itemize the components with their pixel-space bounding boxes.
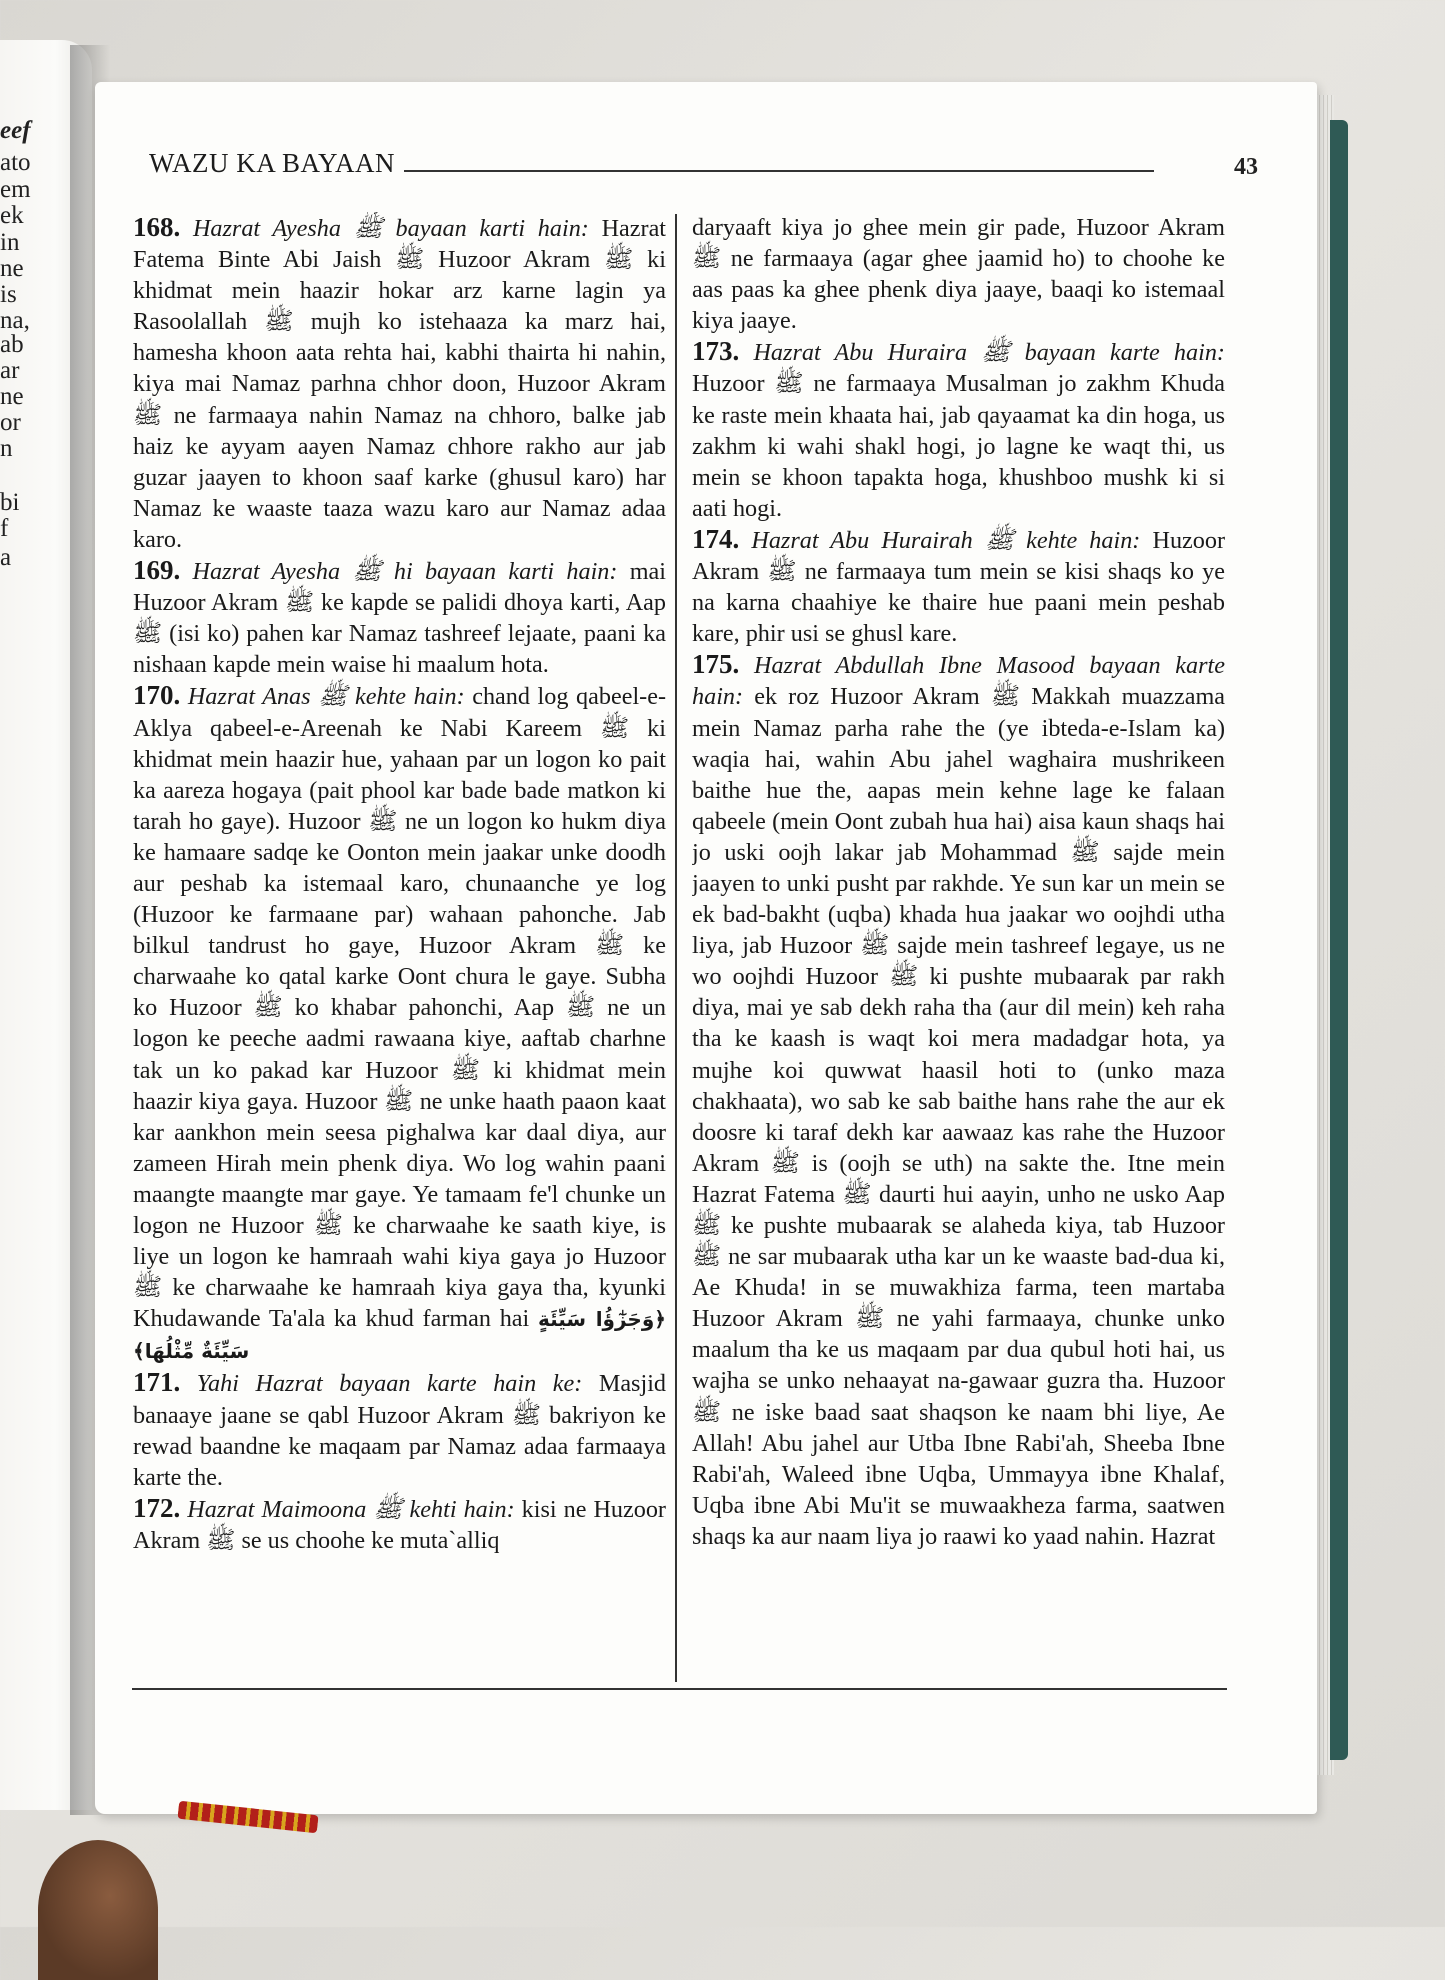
left-page-text-fragment: ne bbox=[0, 255, 24, 282]
hadith-entry bbox=[692, 524, 1225, 649]
narrator-intro: Hazrat Anas ﷺ kehte hain: bbox=[187, 683, 465, 711]
hadith-entry bbox=[133, 555, 666, 680]
hadith-number: 174. bbox=[692, 523, 740, 554]
left-page-text-fragment: n bbox=[0, 435, 13, 462]
hadith-entry bbox=[692, 212, 1225, 336]
column-divider bbox=[675, 214, 677, 1682]
hadith-text: Masjid banaaye jaane se qabl Huzoor Akram ﷺ bakriyon ke rewad baandne ke maqaam par Namaz adaa farmaaya karte the. bbox=[133, 1370, 666, 1491]
hadith-text: kisi ne Huzoor Akram ﷺ se us choohe ke muta`alliq bbox=[133, 1495, 666, 1554]
hadith-number: 171. bbox=[133, 1367, 181, 1398]
narrator-intro: Hazrat Abdullah Ibne Masood bayaan karte hain: bbox=[692, 652, 1225, 711]
hadith-number: 172. bbox=[133, 1492, 181, 1523]
hadith-text: chand log qabeel-e-Aklya qabeel-e-Areenah ke Nabi Kareem ﷺ ki khidmat mein haazir hue, yahaan par un logon ko pait ka aareza hogaya (pait phool kar bade bade matkon ki tarah ho gaye). Huzoor ﷺ ne un logon ko hukm diya ke hamaare sadqe ke Oonton mein jaakar unke doodh aur peshab ka istemaal karo, chunaanche ye log (Huzoor ke farmaane par) wahaan pahonche. Jab bilkul tandrust ho gaye, Huzoor Akram ﷺ ke charwaahe ko qatal karke Oont chura le gaye. Subha ko Huzoor ﷺ ko khabar pahonchi, Aap ﷺ ne un logon ke peeche aadmi rawaana kiye, aaftab charhne tak un ko pakad kar Huzoor ﷺ ki khidmat mein haazir kiya gaya. Huzoor ﷺ ne unke haath paaon kaat kar aankhon mein seesa pighalwa kar daal diya, aur zameen Hirah mein phenk diya. Wo log wahin paani maangte maangte mar gaye. Ye tamaam fe'l chunke un logon ne Huzoor ﷺ ke charwaahe ke saath kiye, is liye un logon ke hamraah wahi kiya gaya jo Huzoor ﷺ ke charwaahe ke hamraah kiya gaya tha, kyunki Khudawande Ta'ala ka khud farman hai bbox=[133, 683, 666, 1333]
hadith-entry bbox=[133, 1367, 666, 1492]
header-rule bbox=[404, 170, 1154, 172]
hadith-number: 170. bbox=[133, 680, 181, 711]
thumb bbox=[38, 1840, 158, 1980]
hadith-text: mai Huzoor Akram ﷺ ke kapde se palidi dhoya karti, Aap ﷺ (isi ko) pahen kar Namaz tashreef lejaate, paani ka nishaan kapde mein waise hi maalum hota. bbox=[133, 558, 666, 679]
left-page-text-fragment: ato bbox=[0, 149, 31, 176]
left-page-text-fragment: eef bbox=[0, 117, 31, 144]
hadith-entry bbox=[692, 336, 1225, 524]
left-page-text-fragment: na, bbox=[0, 307, 30, 334]
left-page-text-fragment: ab bbox=[0, 331, 24, 358]
book-cover-edge bbox=[1330, 120, 1348, 1760]
hadith-number: 169. bbox=[133, 555, 181, 586]
left-page-text-fragment: bi bbox=[0, 489, 20, 516]
hadith-entry bbox=[133, 680, 666, 1367]
left-page-text-fragment: or bbox=[0, 409, 21, 436]
bottom-rule bbox=[132, 1688, 1227, 1690]
hadith-entry bbox=[133, 212, 666, 555]
running-header bbox=[149, 148, 1299, 188]
hadith-number: 173. bbox=[692, 336, 740, 367]
left-page-text-fragment: in bbox=[0, 229, 20, 256]
left-page-text-fragment: f bbox=[0, 515, 9, 542]
narrator-intro: Hazrat Ayesha ﷺ hi bayaan karti hain: bbox=[192, 558, 618, 586]
hadith-text: Hazrat Fatema Binte Abi Jaish ﷺ Huzoor Akram ﷺ ki khidmat mein haazir hokar arz karne lagin ya Rasoolallah ﷺ mujh ko istehaaza ka marz hai, hamesha khoon aata rehta hai, kabhi thairta hi nahin, kiya mai Namaz parhna chhor doon, Huzoor Akram ﷺ ne farmaaya nahin Namaz na chhoro, balke jab haiz ke ayyam aayen Namaz chhore rakho aur jab guzar jaayen to khoon saaf karke (ghusul karo) har Namaz ke waaste taaza wazu karo aur Namaz adaa karo. bbox=[133, 215, 666, 553]
hadith-text: daryaaft kiya jo ghee mein gir pade, Huzoor Akram ﷺ ne farmaaya (agar ghee jaamid ho) to choohe ke aas paas ka ghee phenk diya jaaye, baaqi ko istemaal kiya jaaye. bbox=[692, 214, 1225, 335]
hadith-text: Huzoor ﷺ ne farmaaya Musalman jo zakhm Khuda ke raste mein khaata hai, jab qayaamat ka din hoga, us zakhm ki wahi shakl hogi, jo lagne ke waqt thi, us mein se khoon tapakta hoga, khushboo mushk ki si aati hogi. bbox=[692, 370, 1225, 522]
hadith-number: 175. bbox=[692, 649, 740, 680]
chapter-title: WAZU KA BAYAAN bbox=[149, 148, 396, 178]
left-page-text-fragment: ne bbox=[0, 383, 24, 410]
hadith-text: Huzoor Akram ﷺ ne farmaaya tum mein se kisi shaqs ko ye na karna chaahiye ke thaire hue paani mein peshab kare, phir usi se ghusl kare. bbox=[692, 526, 1225, 648]
hadith-entry bbox=[133, 1493, 666, 1556]
left-column bbox=[133, 212, 666, 1682]
right-column bbox=[692, 212, 1225, 1682]
page-number: 43 bbox=[1234, 154, 1258, 180]
narrator-intro: Hazrat Abu Hurairah ﷺ kehte hain: bbox=[751, 526, 1141, 554]
narrator-intro: Hazrat Ayesha ﷺ bayaan karti hain: bbox=[192, 215, 589, 242]
narrator-intro: Hazrat Abu Huraira ﷺ bayaan karte hain: bbox=[753, 339, 1225, 367]
left-page-text-fragment: a bbox=[0, 544, 12, 571]
left-page-text-fragment: is bbox=[0, 281, 17, 308]
narrator-intro: Hazrat Maimoona ﷺ kehti hain: bbox=[187, 1495, 515, 1523]
left-page-text-fragment: ek bbox=[0, 202, 24, 229]
hadith-number: 168. bbox=[133, 212, 181, 242]
book-page bbox=[95, 82, 1317, 1814]
narrator-intro: Yahi Hazrat bayaan karte hain ke: bbox=[196, 1370, 583, 1398]
left-page-text-fragment: em bbox=[0, 176, 31, 203]
hadith-text: ek roz Huzoor Akram ﷺ Makkah muazzama mein Namaz parha rahe the (ye ibteda-e-Islam ka) waqia hai, wahin Abu jahel waghaira mushrikeen baithe hue the, aapas mein kehne lage ke falaan qabeele (mein Oont zubah hua hai) aisa kaun shaqs hai jo uski oojh lakar jab Mohammad ﷺ sajde mein jaayen to unki pusht par rakhde. Ye sun kar un mein se ek bad-bakht (uqba) khada hua jaakar wo oojhdi utha liya, jab Huzoor ﷺ sajde mein tashreef legaye, us ne wo oojhdi Huzoor ﷺ ki pushte mubaarak par rakh diya, mai ye sab dekh raha tha (aur dil mein) keh raha tha ke kaash is waqt koi mera madadgar hota, ya mujhe koi quwwat haasil hoti to (unko maza chakhaata), wo sab ke sab baithe hans rahe the aur ek doosre ki taraf dekh kar aawaaz kas rahe the Huzoor Akram ﷺ is (oojh se uth) na sakte the. Itne mein Hazrat Fatema ﷺ daurti hui aayin, unho ne usko Aap ﷺ ke pushte mubaarak se alaheda kiya, tab Huzoor ﷺ ne sar mubaarak utha kar un ke waaste bad-dua ki, Ae Khuda! in se muwakhiza farma, teen martaba Huzoor Akram ﷺ ne yahi farmaaya, chunke unko maalum tha ke us maqaam par dua qubul hoti hai, us wajha se unko nehaayat na-gawaar guzra tha. Huzoor ﷺ ne iske baad saat shaqson ke naam bhi liye, Ae Allah! Abu jahel aur Utba Ibne Rabi'ah, Sheeba Ibne Rabi'ah, Waleed ibne Uqba, Ummayya ibne Khalaf, Uqba ibne Abi Mu'it se muwaakheza farma, saatwen shaqs ka aur naam liya jo raawi ko yaad nahin. Hazrat bbox=[692, 683, 1225, 1550]
hadith-entry bbox=[692, 649, 1225, 1552]
arabic-verse: ﴿وَجَزٰٓؤُا سَيِّئَةٍ سَيِّئَةٌ مِّثْلُهَا﴾ bbox=[133, 1307, 666, 1364]
left-page-text-fragment: ar bbox=[0, 357, 20, 384]
